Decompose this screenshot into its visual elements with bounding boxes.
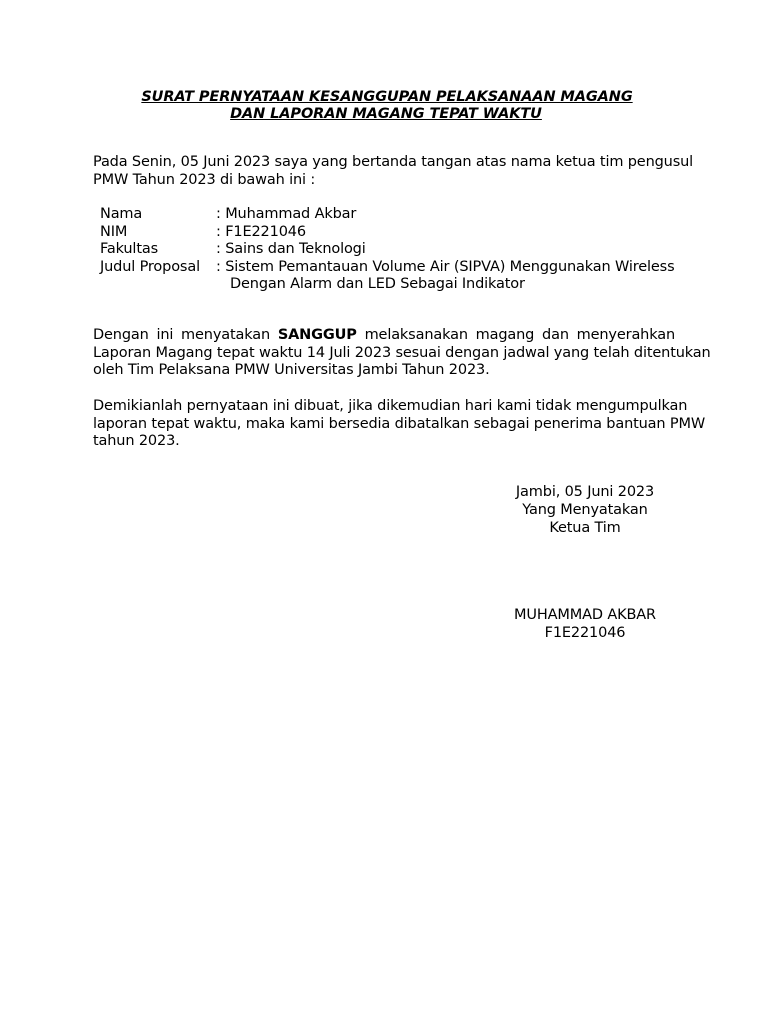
field-judul-label: Judul Proposal (100, 258, 200, 275)
signature-role-1: Yang Menyatakan (522, 502, 648, 518)
signature-role-2: Ketua Tim (549, 519, 621, 536)
signature-id: F1E221046 (544, 624, 626, 641)
field-fakultas-label: Fakultas (100, 241, 158, 257)
intro-line-2: PMW Tahun 2023 di bawah ini : (93, 171, 316, 188)
signature-name: MUHAMMAD AKBAR (514, 607, 656, 623)
statement-paragraph (93, 327, 711, 380)
field-nim (100, 224, 306, 242)
field-nim-value: : F1E221046 (216, 223, 306, 240)
field-judul-value: : Sistem Pemantauan Volume Air (SIPVA) Menggunakan Wireless (216, 258, 675, 275)
statement-line-1-post: melaksanakan magang dan menyerahkan (356, 327, 675, 343)
field-fakultas-value: : Sains dan Teknologi (216, 241, 366, 257)
statement-sanggup-bold: SANGGUP (277, 327, 357, 343)
field-nama-value: : Muhammad Akbar (216, 206, 357, 222)
intro-line-1: Pada Senin, 05 Juni 2023 saya yang bertanda tangan atas nama ketua tim pengusul (93, 154, 694, 170)
field-fakultas (100, 241, 366, 259)
closing-line-2: laporan tepat waktu, maka kami bersedia dibatalkan sebagai penerima bantuan PMW (93, 415, 706, 432)
statement-line-3: oleh Tim Pelaksana PMW Universitas Jambi Tahun 2023. (93, 362, 490, 378)
field-judul-proposal (100, 259, 674, 277)
closing-line-3: tahun 2023. (93, 433, 180, 449)
intro-paragraph (93, 154, 694, 189)
field-nama-label: Nama (100, 206, 143, 222)
statement-line-2: Laporan Magang tepat waktu 14 Juli 2023 sesuai dengan jadwal yang telah ditentukan (93, 344, 711, 361)
signature-place-date: Jambi, 05 Juni 2023 (515, 484, 655, 500)
closing-paragraph (93, 398, 706, 451)
statement-line-1 (93, 327, 675, 345)
field-nim-label: NIM (100, 223, 128, 240)
field-judul-value-continued: Dengan Alarm dan LED Sebagai Indikator (230, 276, 525, 292)
document-title-line-2: DAN LAPORAN MAGANG TEPAT WAKTU (230, 106, 542, 122)
closing-line-1: Demikianlah pernyataan ini dibuat, jika dikemudian hari kami tidak mengumpulkan (93, 398, 688, 414)
statement-line-1-pre: Dengan ini menyatakan (93, 327, 278, 343)
field-nama (100, 206, 356, 224)
document-title-line-1: SURAT PERNYATAAN KESANGGUPAN PELAKSANAAN MAGANG (141, 89, 633, 105)
